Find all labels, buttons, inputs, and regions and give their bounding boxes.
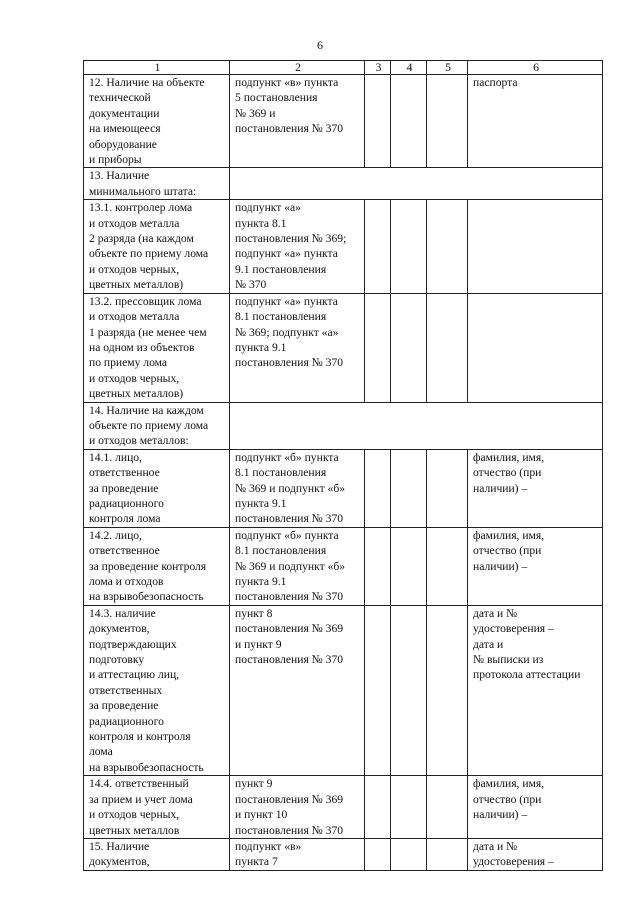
notes-cell-text: фамилия, имя, отчество (при наличии) – bbox=[473, 450, 545, 495]
requirement-cell-text: 14.4. ответственный за прием и учет лома и отходов черных, цветных металлов bbox=[89, 777, 193, 837]
requirement-cell bbox=[84, 402, 230, 449]
requirement-cell bbox=[84, 776, 230, 839]
requirement-cell-text: 13. Наличие минимального штата: bbox=[89, 169, 197, 198]
requirement-cell bbox=[84, 168, 230, 200]
legal-basis-cell-text: подпункт «а» пункта 8.1 постановления № 369; подпункт «а» пункта 9.1 постановления № 370 bbox=[235, 201, 347, 292]
notes-cell-text: дата и № удостоверения – bbox=[473, 839, 554, 869]
mark-cell-4 bbox=[391, 449, 427, 527]
legal-basis-cell bbox=[230, 200, 365, 293]
notes-cell-text: дата и № удостоверения – дата и № выписки из протокола аттестации bbox=[473, 606, 581, 682]
table-row bbox=[84, 200, 603, 293]
col-header-1: 1 bbox=[84, 61, 230, 75]
requirement-cell bbox=[84, 75, 230, 168]
mark-cell-3 bbox=[365, 776, 391, 839]
requirement-cell bbox=[84, 449, 230, 527]
mark-cell-4 bbox=[391, 776, 427, 839]
table-row bbox=[84, 605, 603, 775]
legal-basis-cell bbox=[230, 293, 365, 402]
mark-cell-5 bbox=[427, 449, 468, 527]
page-number: 6 bbox=[317, 38, 323, 52]
requirement-cell-text: 14.3. наличие документов, подтверждающих подготовку и аттестацию лиц, ответственных за проведение радиационного контроля и контроля лома на взрывобезопасность bbox=[89, 606, 204, 774]
mark-cell-3 bbox=[365, 527, 391, 605]
col-header-3: 3 bbox=[365, 61, 391, 75]
mark-cell-4 bbox=[391, 75, 427, 168]
mark-cell-4 bbox=[391, 293, 427, 402]
mark-cell-5 bbox=[427, 200, 468, 293]
table-row bbox=[84, 168, 603, 200]
requirement-cell-text: 13.2. прессовщик лома и отходов металла 1 разряда (не менее чем на одном из объектов по приему лома и отходов черных, цветных металлов) bbox=[89, 294, 207, 401]
requirement-cell-text: 13.1. контролер лома и отходов металла 2 разряда (на каждом объекте по приему лома и отходов черных, цветных металлов) bbox=[89, 201, 209, 292]
notes-cell bbox=[468, 838, 603, 870]
requirement-cell bbox=[84, 200, 230, 293]
legal-basis-cell bbox=[230, 838, 365, 870]
table-row bbox=[84, 75, 603, 168]
requirement-cell-text: 12. Наличие на объекте технической документации на имеющееся оборудование и приборы bbox=[89, 76, 205, 167]
table-row bbox=[84, 776, 603, 839]
mark-cell-5 bbox=[427, 293, 468, 402]
requirement-cell-text: 15. Наличие документов, bbox=[89, 839, 150, 869]
legal-basis-cell bbox=[230, 75, 365, 168]
table-row bbox=[84, 449, 603, 527]
mark-cell-4 bbox=[391, 605, 427, 775]
legal-basis-cell bbox=[230, 527, 365, 605]
requirement-cell bbox=[84, 605, 230, 775]
merged-empty-cell bbox=[230, 402, 603, 449]
mark-cell-3 bbox=[365, 293, 391, 402]
notes-cell-text: фамилия, имя, отчество (при наличии) – bbox=[473, 528, 545, 573]
mark-cell-4 bbox=[391, 200, 427, 293]
legal-basis-cell-text: подпункт «б» пункта 8.1 постановления № 369 и подпункт «б» пункта 9.1 постановления № 370 bbox=[235, 528, 346, 604]
requirement-cell-text: 14. Наличие на каждом объекте по приему лома и отходов металлов: bbox=[89, 403, 209, 448]
mark-cell-4 bbox=[391, 838, 427, 870]
mark-cell-4 bbox=[391, 527, 427, 605]
requirement-cell-text: 14.1. лицо, ответственное за проведение радиационного контроля лома bbox=[89, 450, 164, 526]
checklist-table bbox=[83, 60, 603, 871]
mark-cell-5 bbox=[427, 75, 468, 168]
col-header-2: 2 bbox=[230, 61, 365, 75]
notes-cell bbox=[468, 293, 603, 402]
table-row bbox=[84, 527, 603, 605]
notes-cell bbox=[468, 449, 603, 527]
requirement-cell bbox=[84, 527, 230, 605]
notes-cell-text: паспорта bbox=[473, 76, 518, 89]
col-header-5: 5 bbox=[427, 61, 468, 75]
requirement-cell bbox=[84, 838, 230, 870]
legal-basis-cell-text: подпункт «в» пункта 5 постановления № 369 и постановления № 370 bbox=[235, 76, 344, 136]
table-row bbox=[84, 838, 603, 870]
mark-cell-5 bbox=[427, 838, 468, 870]
mark-cell-3 bbox=[365, 605, 391, 775]
table-row bbox=[84, 293, 603, 402]
legal-basis-cell bbox=[230, 776, 365, 839]
legal-basis-cell-text: подпункт «в» пункта 7 bbox=[235, 839, 302, 869]
legal-basis-cell bbox=[230, 605, 365, 775]
mark-cell-5 bbox=[427, 527, 468, 605]
merged-empty-cell bbox=[230, 168, 603, 200]
mark-cell-3 bbox=[365, 838, 391, 870]
header-row bbox=[84, 61, 603, 75]
notes-cell bbox=[468, 776, 603, 839]
legal-basis-cell-text: подпункт «а» пункта 8.1 постановления № 369; подпункт «а» пункта 9.1 постановления № 370 bbox=[235, 294, 344, 370]
legal-basis-cell-text: подпункт «б» пункта 8.1 постановления № 369 и подпункт «б» пункта 9.1 постановления № 370 bbox=[235, 450, 346, 526]
legal-basis-cell-text: пункт 9 постановления № 369 и пункт 10 постановления № 370 bbox=[235, 777, 344, 837]
mark-cell-3 bbox=[365, 75, 391, 168]
notes-cell bbox=[468, 200, 603, 293]
col-header-4: 4 bbox=[391, 61, 427, 75]
notes-cell bbox=[468, 75, 603, 168]
requirement-cell-text: 14.2. лицо, ответственное за проведение контроля лома и отходов на взрывобезопасность bbox=[89, 528, 207, 604]
legal-basis-cell-text: пункт 8 постановления № 369 и пункт 9 постановления № 370 bbox=[235, 606, 344, 667]
mark-cell-5 bbox=[427, 605, 468, 775]
table-row bbox=[84, 402, 603, 449]
col-header-6: 6 bbox=[468, 61, 603, 75]
requirement-cell bbox=[84, 293, 230, 402]
mark-cell-3 bbox=[365, 449, 391, 527]
mark-cell-5 bbox=[427, 776, 468, 839]
mark-cell-3 bbox=[365, 200, 391, 293]
notes-cell bbox=[468, 605, 603, 775]
notes-cell-text: фамилия, имя, отчество (при наличии) – bbox=[473, 777, 545, 822]
legal-basis-cell bbox=[230, 449, 365, 527]
notes-cell bbox=[468, 527, 603, 605]
